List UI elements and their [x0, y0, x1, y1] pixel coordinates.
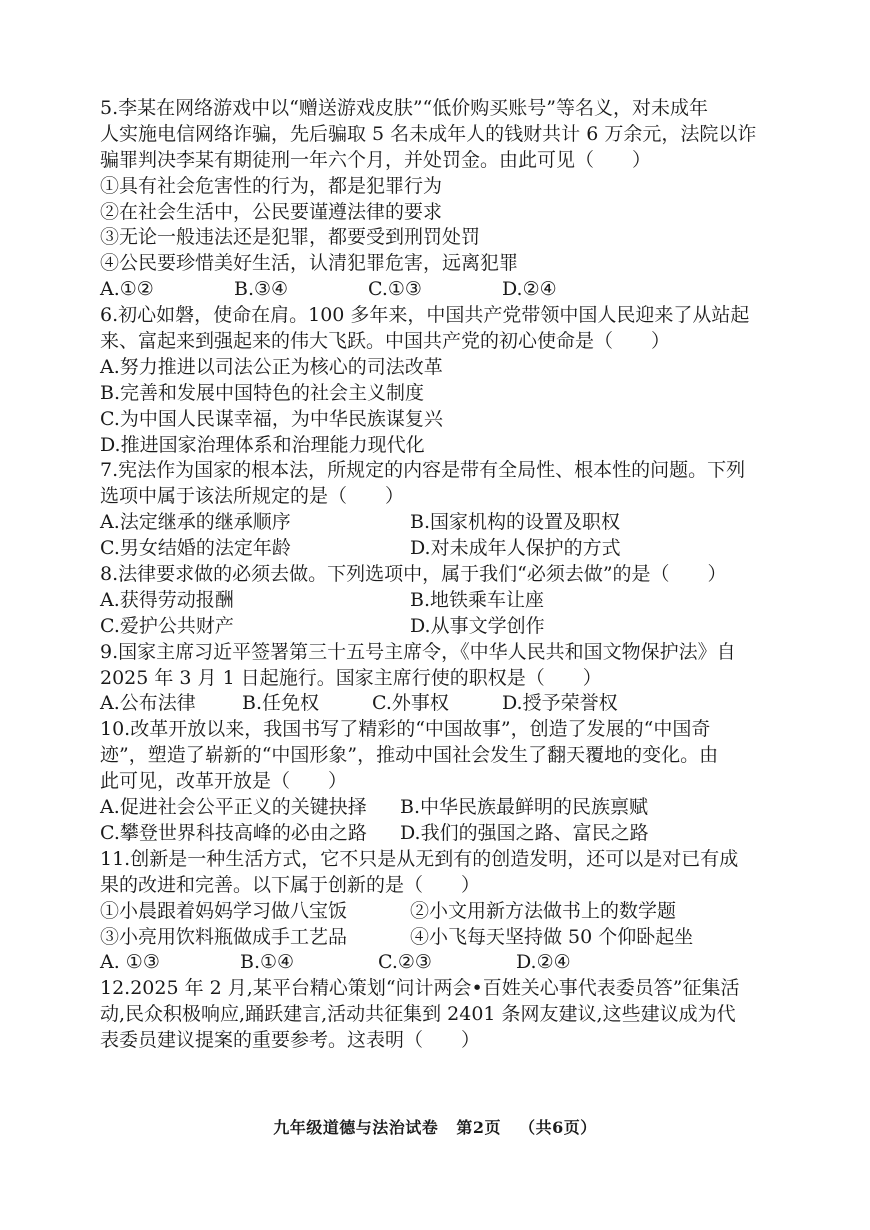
- question-stem: 10.改革开放以来，我国书写了精彩的“中国故事”，创造了发展的“中国奇: [100, 718, 711, 741]
- option-d: D.从事文学创作: [410, 614, 545, 637]
- question-8: [100, 562, 780, 640]
- page-footer: [0, 1115, 870, 1138]
- option-b: B.中华民族最鲜明的民族禀赋: [400, 796, 649, 819]
- question-list: [100, 96, 780, 1054]
- statement: ②在社会生活中，公民要谨遵法律的要求: [100, 200, 443, 223]
- statement: ③无论一般违法还是犯罪，都要受到刑罚处罚: [100, 226, 481, 249]
- option-d: D.对未成年人保护的方式: [410, 537, 621, 560]
- option-c: C.②③: [378, 951, 432, 974]
- option-d: D.授予荣誉权: [502, 692, 618, 715]
- answer-options-row: [100, 536, 780, 562]
- option-b: B.③④: [234, 278, 289, 301]
- answer-options-row: [100, 614, 780, 640]
- question-stem: 6.初心如磐，使命在肩。100 多年来，中国共产党带领中国人民迎来了从站起: [100, 304, 750, 327]
- question-stem: 8.法律要求做的必须去做。下列选项中，属于我们“必须去做”的是（ ）: [100, 563, 727, 586]
- question-10: [100, 717, 780, 846]
- question-12: [100, 976, 780, 1054]
- question-6: [100, 303, 780, 458]
- option-c: C.为中国人民谋幸福，为中华民族谋复兴: [100, 407, 443, 430]
- statement: ①具有社会危害性的行为，都是犯罪行为: [100, 174, 443, 197]
- option-a: A.①②: [100, 278, 154, 301]
- option-a: A.法定继承的继承顺序: [100, 511, 291, 534]
- option-b: B.国家机构的设置及职权: [410, 511, 621, 534]
- question-stem: 5.李某在网络游戏中以“赠送游戏皮肤”“低价购买账号”等名义，对未成年: [100, 97, 708, 119]
- statement: ④公民要珍惜美好生活，认清犯罪危害，远离犯罪: [100, 252, 519, 275]
- option-d: D.②④: [502, 278, 557, 301]
- question-stem: 表委员建议提案的重要参考。这表明（ ）: [100, 1029, 481, 1052]
- answer-options-row: [100, 588, 780, 614]
- option-a: A.获得劳动报酬: [100, 588, 234, 611]
- answer-options-row: [100, 795, 780, 821]
- option-c: C.爱护公共财产: [100, 614, 234, 637]
- question-stem: 来、富起来到强起来的伟大飞跃。中国共产党的初心使命是（ ）: [100, 330, 671, 353]
- statements-row: [100, 899, 780, 925]
- option-c: C.攀登世界科技高峰的必由之路: [100, 821, 367, 844]
- question-stem: 7.宪法作为国家的根本法，所规定的内容是带有全局性、根本性的问题。下列: [100, 459, 746, 482]
- question-stem: 11.创新是一种生活方式，它不只是从无到有的创造发明，还可以是对已有成: [100, 847, 739, 870]
- page-number: 第2页: [456, 1118, 501, 1137]
- question-5: [100, 96, 780, 303]
- exam-title: 九年级道德与法治试卷: [273, 1118, 439, 1137]
- page-total: （共6页）: [519, 1118, 597, 1137]
- statement: ②小文用新方法做书上的数学题: [410, 899, 677, 922]
- statement: ①小晨跟着妈妈学习做八宝饭: [100, 899, 348, 922]
- option-d: D.推进国家治理体系和治理能力现代化: [100, 433, 425, 456]
- option-c: C.外事权: [372, 692, 449, 715]
- answer-options: [100, 277, 780, 303]
- option-a: A. ①③: [100, 951, 160, 974]
- option-a: A.促进社会公平正义的关键抉择: [100, 796, 367, 819]
- option-b: B.任免权: [242, 692, 320, 715]
- option-b: B.①④: [240, 951, 295, 974]
- option-c: C.①③: [368, 278, 422, 301]
- question-stem: 人实施电信网络诈骗，先后骗取 5 名未成年人的钱财共计 6 万余元，法院以诈: [100, 122, 757, 145]
- answer-options-row: [100, 510, 780, 536]
- option-c: C.男女结婚的法定年龄: [100, 537, 291, 560]
- answer-options: [100, 691, 780, 717]
- option-a: A.公布法律: [100, 692, 196, 715]
- option-a: A.努力推进以司法公正为核心的司法改革: [100, 355, 443, 378]
- statement: ④小飞每天坚持做 50 个仰卧起坐: [410, 925, 694, 948]
- option-b: B.完善和发展中国特色的社会主义制度: [100, 381, 425, 404]
- question-stem: 12.2025 年 2 月,某平台精心策划“问计两会•百姓关心事代表委员答”征集活: [100, 977, 740, 1000]
- question-stem: 迹”，塑造了崭新的“中国形象”，推动中国社会发生了翻天覆地的变化。由: [100, 744, 719, 767]
- option-d: D.我们的强国之路、富民之路: [400, 821, 649, 844]
- option-b: B.地铁乘车让座: [410, 588, 545, 611]
- question-11: [100, 847, 780, 976]
- option-d: D.②④: [516, 951, 571, 974]
- answer-options-row: [100, 821, 780, 847]
- question-stem: 骗罪判决李某有期徒刑一年六个月，并处罚金。由此可见（ ）: [100, 148, 652, 171]
- question-9: [100, 640, 780, 718]
- question-stem: 此可见，改革开放是（ ）: [100, 770, 348, 793]
- statement: ③小亮用饮料瓶做成手工艺品: [100, 925, 348, 948]
- question-7: [100, 458, 780, 562]
- statements-row: [100, 925, 780, 951]
- question-stem: 9.国家主席习近平签署第三十五号主席令，《中华人民共和国文物保护法》自: [100, 640, 736, 663]
- question-stem: 果的改进和完善。以下属于创新的是（ ）: [100, 873, 481, 896]
- question-stem: 选项中属于该法所规定的是（ ）: [100, 485, 405, 508]
- question-stem: 动,民众积极响应,踊跃建言,活动共征集到 2401 条网友建议,这些建议成为代: [100, 1003, 736, 1026]
- question-stem: 2025 年 3 月 1 日起施行。国家主席行使的职权是（ ）: [100, 666, 602, 689]
- answer-options: [100, 950, 780, 976]
